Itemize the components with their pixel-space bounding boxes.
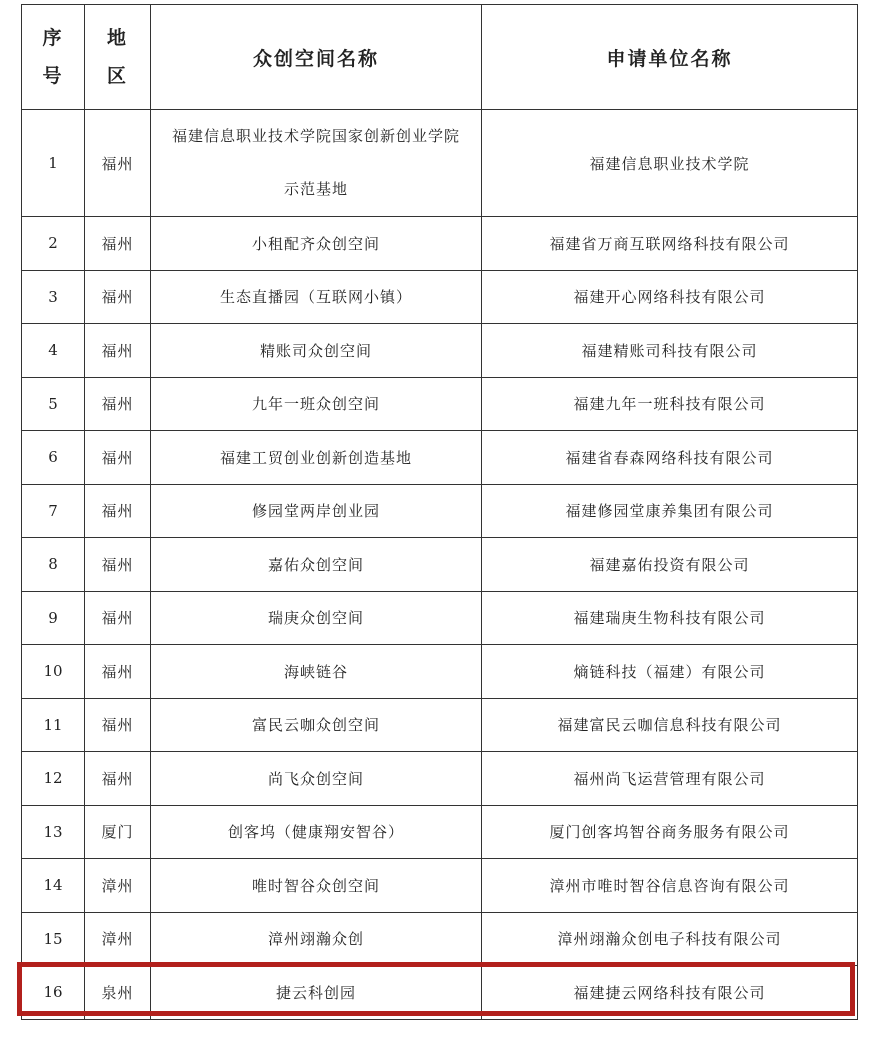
cell-space-name: 尚飞众创空间 — [151, 752, 482, 806]
cell-seq: 6 — [22, 431, 85, 485]
table-row — [22, 805, 858, 859]
table-row — [22, 538, 858, 592]
cell-space-name: 海峡链谷 — [151, 645, 482, 699]
table-row — [22, 912, 858, 966]
cell-space-name: 生态直播园（互联网小镇） — [151, 270, 482, 324]
cell-seq: 2 — [22, 217, 85, 271]
table-row — [22, 217, 858, 271]
cell-applicant: 福建精账司科技有限公司 — [482, 324, 858, 378]
table-row — [22, 377, 858, 431]
table-row — [22, 431, 858, 485]
cell-applicant: 漳州翊瀚众创电子科技有限公司 — [482, 912, 858, 966]
cell-region: 福州 — [85, 484, 151, 538]
cell-applicant: 福建开心网络科技有限公司 — [482, 270, 858, 324]
cell-space-name: 福建信息职业技术学院国家创新创业学院示范基地 — [151, 110, 482, 217]
cell-applicant: 福建省万商互联网络科技有限公司 — [482, 217, 858, 271]
cell-region: 福州 — [85, 377, 151, 431]
cell-space-name: 瑞庚众创空间 — [151, 591, 482, 645]
cell-applicant: 福建信息职业技术学院 — [482, 110, 858, 217]
cell-region: 厦门 — [85, 805, 151, 859]
header-space-name: 众创空间名称 — [151, 5, 482, 110]
cell-applicant: 福建富民云咖信息科技有限公司 — [482, 698, 858, 752]
cell-seq: 9 — [22, 591, 85, 645]
cell-region: 漳州 — [85, 912, 151, 966]
cell-seq: 3 — [22, 270, 85, 324]
incubator-list-table-wrapper — [21, 4, 858, 1020]
table-row — [22, 752, 858, 806]
cell-applicant: 漳州市唯时智谷信息咨询有限公司 — [482, 859, 858, 913]
table-header-row — [22, 5, 858, 110]
cell-space-name: 富民云咖众创空间 — [151, 698, 482, 752]
cell-space-name: 捷云科创园 — [151, 966, 482, 1020]
cell-applicant: 福建省春森网络科技有限公司 — [482, 431, 858, 485]
cell-seq: 5 — [22, 377, 85, 431]
cell-space-name: 福建工贸创业创新创造基地 — [151, 431, 482, 485]
cell-applicant: 福建九年一班科技有限公司 — [482, 377, 858, 431]
header-seq: 序 号 — [22, 5, 85, 110]
cell-region: 福州 — [85, 645, 151, 699]
cell-space-name: 九年一班众创空间 — [151, 377, 482, 431]
table-row — [22, 484, 858, 538]
table-row — [22, 324, 858, 378]
cell-space-name: 漳州翊瀚众创 — [151, 912, 482, 966]
cell-seq: 8 — [22, 538, 85, 592]
cell-region: 福州 — [85, 538, 151, 592]
cell-applicant: 福建嘉佑投资有限公司 — [482, 538, 858, 592]
cell-region: 福州 — [85, 270, 151, 324]
cell-region: 泉州 — [85, 966, 151, 1020]
cell-applicant: 厦门创客坞智谷商务服务有限公司 — [482, 805, 858, 859]
cell-region: 福州 — [85, 110, 151, 217]
table-row — [22, 110, 858, 217]
cell-seq: 14 — [22, 859, 85, 913]
cell-region: 福州 — [85, 324, 151, 378]
cell-region: 福州 — [85, 217, 151, 271]
cell-seq: 4 — [22, 324, 85, 378]
cell-applicant: 福建瑞庚生物科技有限公司 — [482, 591, 858, 645]
cell-region: 福州 — [85, 591, 151, 645]
cell-region: 福州 — [85, 752, 151, 806]
cell-seq: 11 — [22, 698, 85, 752]
cell-space-name: 小租配齐众创空间 — [151, 217, 482, 271]
cell-space-name: 嘉佑众创空间 — [151, 538, 482, 592]
cell-space-name: 修园堂两岸创业园 — [151, 484, 482, 538]
table-row — [22, 645, 858, 699]
cell-seq: 1 — [22, 110, 85, 217]
cell-region: 福州 — [85, 431, 151, 485]
cell-applicant: 福建修园堂康养集团有限公司 — [482, 484, 858, 538]
cell-seq: 16 — [22, 966, 85, 1020]
cell-region: 福州 — [85, 698, 151, 752]
table-row — [22, 698, 858, 752]
header-region: 地 区 — [85, 5, 151, 110]
cell-applicant: 福州尚飞运营管理有限公司 — [482, 752, 858, 806]
incubator-list-table — [21, 4, 858, 1020]
table-row-highlighted — [22, 966, 858, 1020]
cell-seq: 7 — [22, 484, 85, 538]
table-row — [22, 859, 858, 913]
cell-seq: 13 — [22, 805, 85, 859]
cell-space-name: 唯时智谷众创空间 — [151, 859, 482, 913]
cell-region: 漳州 — [85, 859, 151, 913]
cell-applicant: 福建捷云网络科技有限公司 — [482, 966, 858, 1020]
table-row — [22, 270, 858, 324]
cell-space-name: 精账司众创空间 — [151, 324, 482, 378]
cell-seq: 12 — [22, 752, 85, 806]
header-applicant: 申请单位名称 — [482, 5, 858, 110]
cell-seq: 10 — [22, 645, 85, 699]
cell-space-name: 创客坞（健康翔安智谷） — [151, 805, 482, 859]
cell-seq: 15 — [22, 912, 85, 966]
table-row — [22, 591, 858, 645]
cell-applicant: 熵链科技（福建）有限公司 — [482, 645, 858, 699]
